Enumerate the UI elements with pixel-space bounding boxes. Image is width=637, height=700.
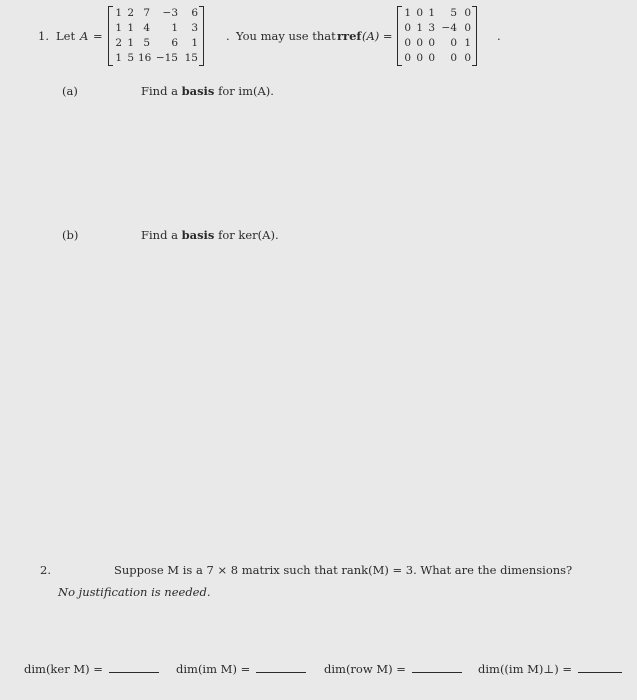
matrix-rref-cell-r1c1: 1 — [404, 7, 411, 19]
answer-dim-ker-label: dim(ker M) = — [24, 662, 103, 676]
period-after-matrix-a: . — [226, 29, 230, 43]
matrix-a-cell-r1c4: −3 — [162, 7, 178, 19]
rref-label: rref — [337, 29, 362, 43]
period-end: . — [497, 29, 501, 43]
matrix-rref-cell-r1c4: 5 — [450, 7, 457, 19]
matrix-a-cell-r4c3: 16 — [138, 52, 152, 64]
matrix-rref-cell-r3c1: 0 — [404, 37, 411, 49]
matrix-rref-cell-r2c2: 1 — [416, 22, 423, 34]
matrix-a-cell-r2c5: 3 — [191, 22, 198, 34]
matrix-a-cell-r4c2: 5 — [127, 52, 134, 64]
part-a-rest: for im(A). — [218, 84, 274, 98]
matrix-rref-cell-r4c3: 0 — [428, 52, 435, 64]
matrix-a-cell-r2c2: 1 — [127, 22, 134, 34]
matrix-rref-cell-r4c2: 0 — [416, 52, 423, 64]
answer-dim-row-label: dim(row M) = — [324, 662, 406, 676]
answer-dim-row — [324, 660, 462, 676]
rref-argument: (A) = — [362, 29, 393, 43]
question-2-prompt: Suppose M is a 7 × 8 matrix such that rank(M) = 3. What are the dimensions? — [114, 563, 573, 577]
equals-sign: = — [93, 29, 103, 43]
matrix-rref-cell-r3c4: 0 — [450, 37, 457, 49]
matrix-a — [108, 6, 204, 66]
answer-dim-im-perp — [478, 660, 622, 676]
matrix-a-cell-r2c3: 4 — [143, 22, 150, 34]
matrix-rref-cell-r1c2: 0 — [416, 7, 423, 19]
answer-dim-im — [176, 660, 306, 676]
answer-dim-im-perp-label: dim((im M)⊥) = — [478, 662, 573, 676]
may-use-text: You may use that — [236, 29, 336, 43]
answer-dim-im-blank[interactable] — [256, 660, 306, 673]
matrix-rref-cell-r2c5: 0 — [464, 22, 471, 34]
part-b-rest: for ker(A). — [218, 228, 279, 242]
matrix-rref-cell-r1c3: 1 — [428, 7, 435, 19]
matrix-a-cell-r3c3: 5 — [143, 37, 150, 49]
answer-dim-ker — [24, 660, 159, 676]
matrix-rref — [397, 6, 477, 66]
matrix-a-cell-r1c1: 1 — [115, 7, 122, 19]
answer-dim-im-perp-blank[interactable] — [578, 660, 622, 673]
matrix-rref-cell-r4c5: 0 — [464, 52, 471, 64]
matrix-a-cell-r3c2: 1 — [127, 37, 134, 49]
matrix-rref-cell-r4c4: 0 — [450, 52, 457, 64]
matrix-a-cell-r3c4: 6 — [171, 37, 178, 49]
part-a-find: Find a — [141, 84, 178, 98]
matrix-rref-cell-r1c5: 0 — [464, 7, 471, 19]
matrix-a-cell-r1c5: 6 — [191, 7, 198, 19]
part-b-label: (b) — [62, 228, 79, 242]
matrix-rref-cell-r2c1: 0 — [404, 22, 411, 34]
matrix-a-cell-r4c1: 1 — [115, 52, 122, 64]
part-b-find: Find a — [141, 228, 178, 242]
matrix-a-cell-r3c5: 1 — [191, 37, 198, 49]
answer-dim-im-label: dim(im M) = — [176, 662, 251, 676]
question-1-number: 1. — [38, 29, 49, 43]
question-2-note: No justification is needed. — [58, 585, 211, 599]
part-a-label: (a) — [62, 84, 78, 98]
matrix-rref-cell-r3c2: 0 — [416, 37, 423, 49]
part-a-prompt — [141, 84, 274, 98]
matrix-rref-cell-r3c3: 0 — [428, 37, 435, 49]
matrix-a-cell-r1c3: 7 — [143, 7, 150, 19]
answer-dim-ker-blank[interactable] — [109, 660, 159, 673]
variable-a: A — [80, 29, 89, 43]
question-2-number: 2. — [40, 563, 51, 577]
matrix-rref-cell-r4c1: 0 — [404, 52, 411, 64]
matrix-a-cell-r2c4: 1 — [171, 22, 178, 34]
matrix-rref-cell-r3c5: 1 — [464, 37, 471, 49]
part-b-prompt — [141, 228, 279, 242]
let-text: Let — [56, 29, 76, 43]
matrix-rref-cell-r2c4: −4 — [441, 22, 457, 34]
matrix-a-cell-r3c1: 2 — [115, 37, 122, 49]
matrix-a-cell-r1c2: 2 — [127, 7, 134, 19]
matrix-a-cell-r2c1: 1 — [115, 22, 122, 34]
answer-dim-row-blank[interactable] — [412, 660, 462, 673]
part-a-basis: basis — [181, 84, 215, 98]
part-b-basis: basis — [181, 228, 215, 242]
matrix-a-cell-r4c5: 15 — [184, 52, 198, 64]
matrix-a-cell-r4c4: −15 — [155, 52, 178, 64]
matrix-rref-cell-r2c3: 3 — [428, 22, 435, 34]
